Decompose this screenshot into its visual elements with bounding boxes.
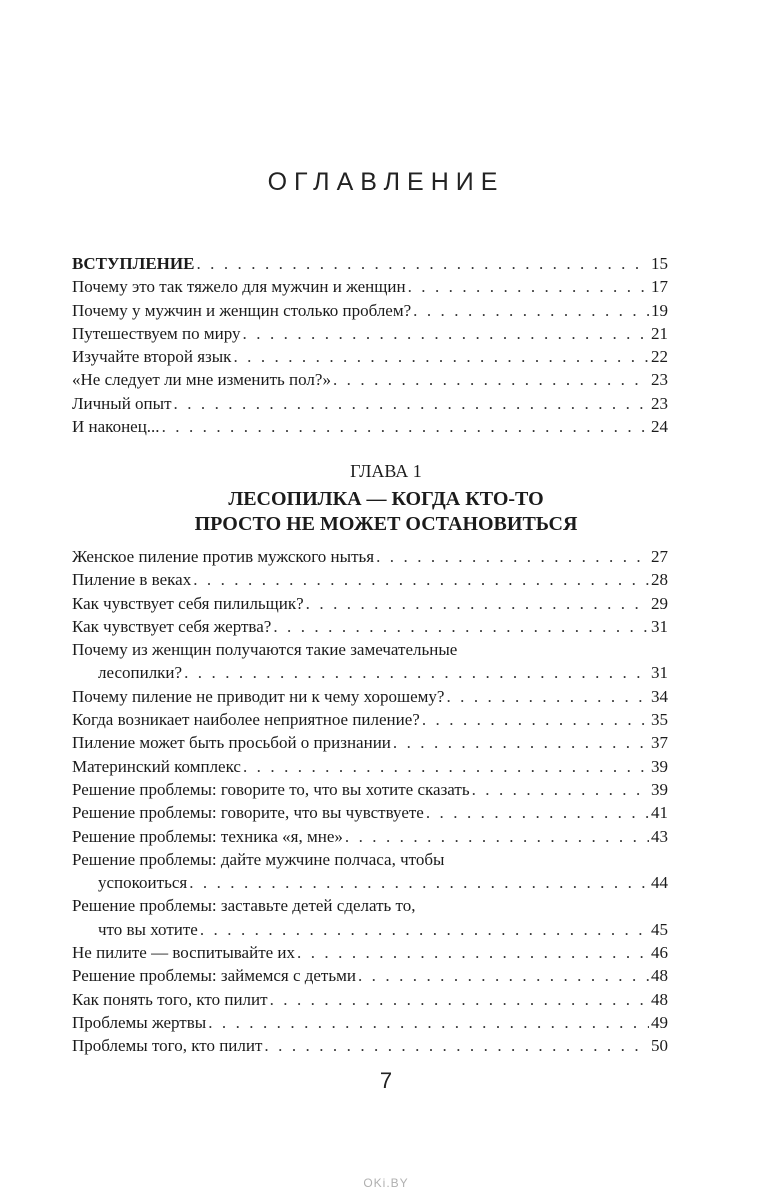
dot-leader bbox=[393, 731, 649, 754]
dot-leader bbox=[196, 252, 649, 275]
dot-leader bbox=[345, 825, 649, 848]
dot-leader bbox=[333, 368, 649, 391]
toc-entry bbox=[72, 964, 668, 987]
toc-entry bbox=[72, 894, 668, 917]
toc-entry-page: 31 bbox=[651, 616, 668, 636]
dot-leader bbox=[162, 415, 649, 438]
toc-entry-page: 24 bbox=[651, 417, 668, 437]
dot-leader bbox=[208, 1011, 649, 1034]
toc-entry-title: Как понять того, кто пилит bbox=[72, 989, 268, 1009]
toc-entry bbox=[72, 988, 668, 1011]
toc-entry bbox=[72, 545, 668, 568]
toc-entry-page: 27 bbox=[651, 547, 668, 566]
chapter-title-line-1: ЛЕСОПИЛКА — КОГДА КТО-ТО bbox=[228, 488, 544, 510]
toc-entry-page: 49 bbox=[651, 1012, 668, 1032]
toc-entry-title: Решение проблемы: говорите, что вы чувствуете bbox=[72, 803, 424, 823]
page-title: ОГЛАВЛЕНИЕ bbox=[267, 168, 505, 196]
toc-entry-page: 46 bbox=[651, 943, 668, 963]
toc-entry-title: Почему из женщин получаются такие замечательные bbox=[72, 640, 458, 660]
dot-leader bbox=[472, 778, 649, 801]
toc-entry-title: Почему у мужчин и женщин столько проблем? bbox=[72, 300, 412, 320]
toc-entry-title: Почему это так тяжело для мужчин и женщин bbox=[72, 277, 406, 297]
toc-entry-title: Изучайте второй язык bbox=[72, 347, 232, 367]
toc-entry-title: Решение проблемы: говорите то, что вы хотите сказать bbox=[72, 779, 470, 799]
toc-entry bbox=[72, 252, 668, 275]
toc-entry-title: Пиление в веках bbox=[72, 570, 192, 590]
dot-leader bbox=[270, 988, 649, 1011]
watermark: OKi.BY bbox=[363, 1176, 409, 1190]
toc-entry-page: 22 bbox=[651, 347, 668, 367]
dot-leader bbox=[273, 615, 649, 638]
dot-leader bbox=[184, 661, 649, 684]
toc-entry-title: Как чувствует себя пилильщик? bbox=[72, 593, 304, 613]
toc-entry-page: 21 bbox=[651, 323, 668, 343]
toc-entry-title: Пиление может быть просьбой о признании bbox=[72, 733, 391, 753]
toc-entry-title: Личный опыт bbox=[72, 393, 172, 413]
dot-leader bbox=[264, 1034, 649, 1057]
toc-entry-page: 35 bbox=[651, 710, 668, 730]
toc-entry bbox=[72, 275, 668, 298]
toc-entry-title: Решение проблемы: заставьте детей сделать то, bbox=[72, 896, 416, 916]
toc-entry-title: Проблемы того, кто пилит bbox=[72, 1036, 263, 1056]
toc-entry bbox=[72, 392, 668, 415]
toc-entry bbox=[72, 592, 668, 615]
toc-entry-title: ВСТУПЛЕНИЕ bbox=[72, 254, 195, 273]
toc-entry-title-continuation: что вы хотите bbox=[98, 919, 198, 939]
dot-leader bbox=[233, 345, 649, 368]
toc-entry bbox=[72, 615, 668, 638]
toc-entry bbox=[72, 322, 668, 345]
intro-toc-list bbox=[72, 252, 668, 438]
dot-leader bbox=[408, 275, 649, 298]
toc-entry-page: 29 bbox=[651, 593, 668, 613]
toc-entry bbox=[72, 941, 668, 964]
chapter-title bbox=[0, 487, 772, 537]
dot-leader bbox=[446, 685, 649, 708]
toc-entry-page: 37 bbox=[651, 733, 668, 753]
toc-entry-title: Почему пиление не приводит ни к чему хорошему? bbox=[72, 686, 445, 706]
toc-entry-page: 23 bbox=[651, 370, 668, 390]
toc-entry-title: Материнский комплекс bbox=[72, 756, 241, 776]
toc-entry bbox=[72, 299, 668, 322]
toc-entry-title: Проблемы жертвы bbox=[72, 1012, 207, 1032]
toc-entry bbox=[72, 708, 668, 731]
toc-entry-continuation bbox=[72, 918, 668, 941]
toc-entry bbox=[72, 778, 668, 801]
toc-entry-page: 41 bbox=[651, 803, 668, 823]
toc-entry-page: 45 bbox=[651, 919, 668, 939]
dot-leader bbox=[193, 568, 649, 591]
chapter-label: ГЛАВА 1 bbox=[350, 461, 422, 481]
dot-leader bbox=[422, 708, 649, 731]
toc-entry-page: 39 bbox=[651, 779, 668, 799]
toc-entry-title: Когда возникает наиболее неприятное пиление? bbox=[72, 710, 420, 730]
toc-entry-title: Решение проблемы: дайте мужчине полчаса, чтобы bbox=[72, 849, 445, 869]
toc-entry-title-continuation: лесопилки? bbox=[98, 663, 183, 683]
dot-leader bbox=[306, 592, 649, 615]
toc-entry-title: Решение проблемы: займемся с детьми bbox=[72, 966, 356, 986]
toc-entry-page: 48 bbox=[651, 966, 668, 986]
toc-entry bbox=[72, 755, 668, 778]
dot-leader bbox=[200, 918, 649, 941]
toc-entry-page: 48 bbox=[651, 989, 668, 1009]
toc-entry bbox=[72, 801, 668, 824]
toc-entry bbox=[72, 638, 668, 661]
toc-entry bbox=[72, 1011, 668, 1034]
toc-entry-page: 23 bbox=[651, 393, 668, 413]
dot-leader bbox=[174, 392, 650, 415]
dot-leader bbox=[358, 964, 649, 987]
toc-entry-title: Путешествуем по миру bbox=[72, 323, 241, 343]
dot-leader bbox=[426, 801, 649, 824]
toc-entry-title: Не пилите — воспитывайте их bbox=[72, 943, 296, 963]
toc-entry-title: «Не следует ли мне изменить пол?» bbox=[72, 370, 331, 390]
toc-entry-page: 17 bbox=[651, 277, 668, 297]
dot-leader bbox=[243, 755, 649, 778]
toc-entry-page: 31 bbox=[651, 663, 668, 683]
toc-entry-continuation bbox=[72, 871, 668, 894]
toc-entry-page: 28 bbox=[651, 570, 668, 590]
toc-entry-page: 19 bbox=[651, 300, 668, 320]
toc-entry bbox=[72, 731, 668, 754]
toc-entry-title: Женское пиление против мужского нытья bbox=[72, 547, 375, 566]
toc-entry bbox=[72, 825, 668, 848]
toc-entry bbox=[72, 685, 668, 708]
toc-entry-title: Как чувствует себя жертва? bbox=[72, 616, 272, 636]
toc-entry-page: 43 bbox=[651, 826, 668, 846]
toc-entry bbox=[72, 345, 668, 368]
dot-leader bbox=[376, 545, 649, 568]
chapter-title-line-2: ПРОСТО НЕ МОЖЕТ ОСТАНОВИТЬСЯ bbox=[194, 513, 578, 535]
toc-entry-title-continuation: успокоиться bbox=[98, 873, 188, 893]
toc-entry bbox=[72, 1034, 668, 1057]
toc-entry-title: Решение проблемы: техника «я, мне» bbox=[72, 826, 343, 846]
toc-entry-continuation bbox=[72, 661, 668, 684]
page-number: 7 bbox=[379, 1068, 393, 1093]
toc-entry-page: 34 bbox=[651, 686, 668, 706]
dot-leader bbox=[189, 871, 649, 894]
toc-entry-page: 39 bbox=[651, 756, 668, 776]
dot-leader bbox=[297, 941, 649, 964]
toc-entry bbox=[72, 848, 668, 871]
toc-entry-title: И наконец... bbox=[72, 417, 160, 437]
toc-entry bbox=[72, 368, 668, 391]
dot-leader bbox=[243, 322, 649, 345]
toc-entry bbox=[72, 568, 668, 591]
dot-leader bbox=[413, 299, 649, 322]
toc-entry-page: 15 bbox=[651, 254, 668, 273]
toc-entry-page: 44 bbox=[651, 873, 668, 893]
toc-entry-page: 50 bbox=[651, 1036, 668, 1056]
chapter-toc-list bbox=[72, 545, 668, 1058]
toc-entry bbox=[72, 415, 668, 438]
